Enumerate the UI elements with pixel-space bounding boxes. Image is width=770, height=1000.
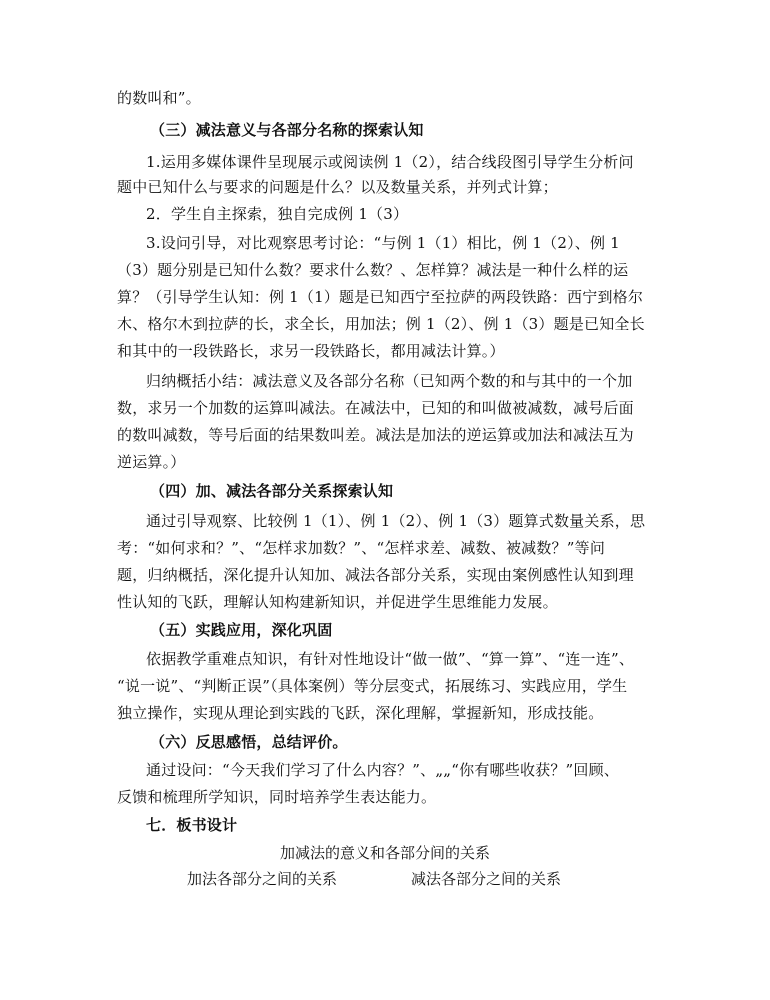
text-line: 依据教学重难点知识，有针对性地设计“做一做”、“算一算”、“连一连”、: [146, 650, 635, 668]
text-line: （3）题分别是已知什么数？要求什么数？、怎样算？减法是一种什么样的运: [117, 261, 629, 279]
text-line: 通过设问：“今天我们学习了什么内容？”、„„“你有哪些收获？”回顾、: [146, 761, 620, 779]
text-line: 题中已知什么与要求的问题是什么？以及数量关系，并列式计算；: [117, 178, 558, 196]
text-line: 反馈和梳理所学知识，同时培养学生表达能力。: [117, 788, 437, 806]
text-line: 的数叫减数，等号后面的结果数叫差。减法是加法的逆运算或加法和减法互为: [117, 426, 634, 444]
text-line: 的数叫和”。: [117, 89, 201, 107]
text-line: 和其中的一段铁路长，求另一段铁路长，都用减法计算。）: [117, 342, 505, 360]
section-heading-4: （四）加、减法各部分关系探索认知: [150, 482, 394, 500]
board-left-column: 加法各部分之间的关系: [187, 870, 338, 888]
text-line: 3.设问引导，对比观察思考讨论：“与例 1（1）相比，例 1（2）、例 1: [146, 234, 620, 252]
text-line: 归纳概括小结：减法意义及各部分名称（已知两个数的和与其中的一个加: [146, 372, 633, 390]
text-line: “说一说”、“判断正误”（具体案例）等分层变式，拓展练习、实践应用，学生: [117, 677, 628, 695]
section-heading-7: 七．板书设计: [146, 816, 238, 834]
text-line: 独立操作，实现从理论到实践的飞跃，深化理解，掌握新知，形成技能。: [117, 704, 604, 722]
text-line: 木、格尔木到拉萨的长，求全长，用加法；例 1（2）、例 1（3）题是已知全长: [117, 315, 645, 333]
text-line: 逆运算。）: [117, 453, 186, 471]
board-right-column: 减法各部分之间的关系: [411, 870, 562, 888]
section-heading-6: （六）反思感悟，总结评价。: [150, 733, 348, 751]
text-line: 性认知的飞跃，理解认知构建新知识，并促进学生思维能力发展。: [117, 593, 558, 611]
text-line: 数，求另一个加数的运算叫减法。在减法中，已知的和叫做被减数，减号后面: [117, 399, 634, 417]
section-heading-3: （三）减法意义与各部分名称的探索认知: [150, 121, 424, 139]
text-line: 通过引导观察、比较例 1（1）、例 1（2）、例 1（3）题算式数量关系，思: [146, 512, 646, 530]
text-line: 算？（引导学生认知：例 1（1）题是已知西宁至拉萨的两段铁路：西宁到格尔: [117, 288, 644, 306]
text-line: 1.运用多媒体课件呈现展示或阅读例 1（2），结合线段图引导学生分析问: [146, 153, 634, 171]
text-line: 2．学生自主探索，独自完成例 1（3）: [146, 205, 409, 223]
text-line: 考：“如何求和？”、“怎样求加数？”、“怎样求差、减数、被减数？”等问: [117, 539, 606, 557]
board-title: 加减法的意义和各部分间的关系: [279, 844, 490, 862]
text-line: 题，归纳概括，深化提升认知加、减法各部分关系，实现由案例感性认知到理: [117, 566, 634, 584]
section-heading-5: （五）实践应用，深化巩固: [150, 621, 333, 639]
